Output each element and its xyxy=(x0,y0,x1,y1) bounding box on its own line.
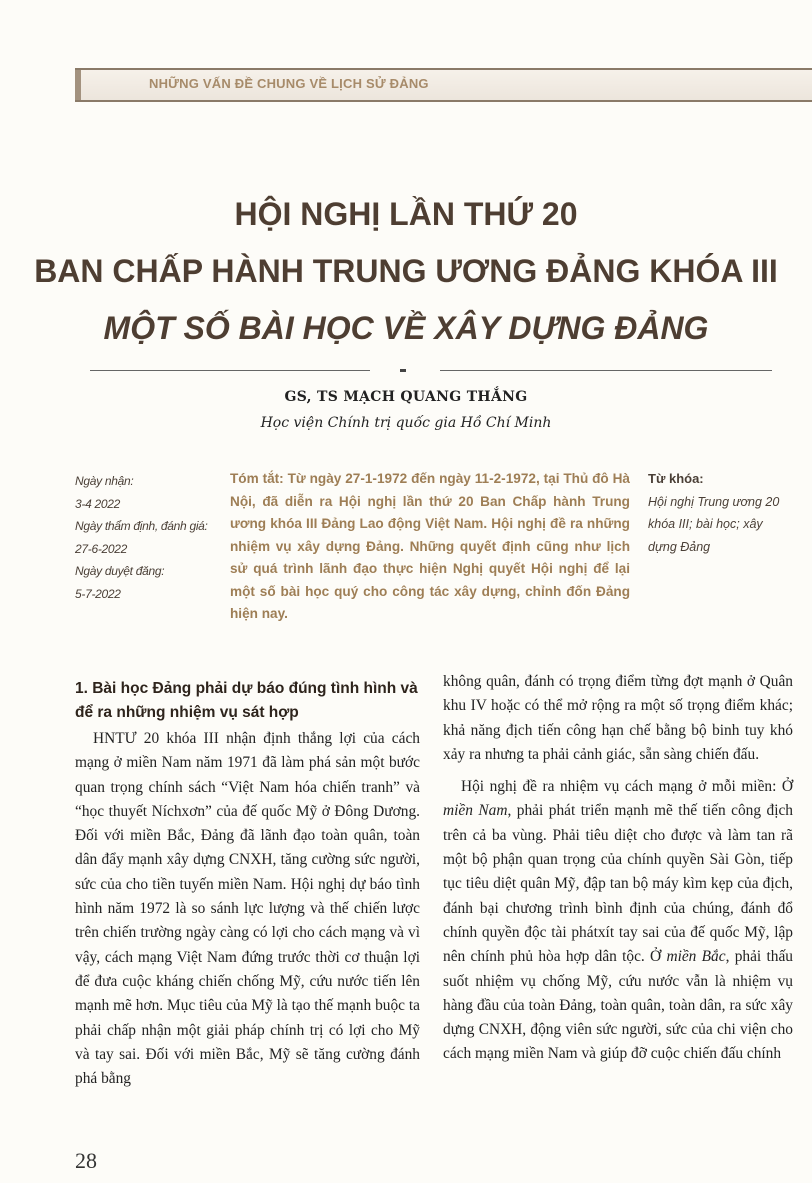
abstract: Tóm tắt: Từ ngày 27-1-1972 đến ngày 11-2-1972, tại Thủ đô Hà Nội, đã diễn ra Hội nghị lần thứ 20 Ban Chấp hành Trung ương khóa III Đảng Lao động Việt Nam. Hội nghị đề ra những nhiệm vụ xây dựng Đảng. Những quyết định cũng như lịch sử quá trình lãnh đạo thực hiện Nghị quyết Hội nghị để lại một số bài học quý cho công tác xây dựng, chỉnh đốn Đảng hiện nay. xyxy=(230,471,630,621)
section-heading-1: 1. Bài học Đảng phải dự báo đúng tình hình và để ra những nhiệm vụ sát hợp xyxy=(75,680,418,721)
author-name: GS, TS MẠCH QUANG THẮNG xyxy=(284,389,528,405)
section-header-accent xyxy=(75,70,81,100)
title-divider-ornament xyxy=(400,369,406,372)
paragraph-text: Hội nghị đề ra nhiệm vụ cách mạng ở mỗi miền: Ở xyxy=(461,778,793,796)
paragraph-text: , phải phát triển mạnh mẽ thế tiến công địch trên cả ba vùng. Phải tiêu diệt cho được và làm tan rã một bộ phận quan trọng của chính quyền Sài Gòn, tiếp tục tiêu diệt quân Mỹ, đập tan bộ máy kìm kẹp của địch, đánh bại chương trình bình định của chúng, đánh đổ chính quyền độc tài phátxít tay sai của đế quốc Mỹ, lập nên chính phủ hòa hợp dân tộc. Ở xyxy=(443,802,794,966)
paragraph: HNTƯ 20 khóa III nhận định thắng lợi của cách mạng ở miền Nam năm 1971 đã làm phá sản một bước quan trọng chính sách “Việt Nam hóa chiến tranh” và “học thuyết Níchxơn” của đế quốc Mỹ ở Đông Dương. Đối với miền Bắc, Đảng đã lãnh đạo toàn quân, toàn dân đẩy mạnh xây dựng CNXH, tăng cường sức người, sức của cho tiền tuyến miền Nam. Hội nghị dự báo tình hình năm 1972 là so sánh lực lượng và thế chiến lược trên chiến trường ngày càng có lợi cho cách mạng và vì vậy, cách mạng Việt Nam đứng trước thời cơ thuận lợi để đưa cuộc kháng chiến chống Mỹ, cứu nước tiến lên mạnh mẽ hơn. Mục tiêu của Mỹ là tạo thế mạnh buộc ta phải chấp nhận một giải pháp chính trị có lợi cho Mỹ và tay sai. Đối với miền Bắc, Mỹ sẽ tăng cường đánh phá bằng xyxy=(75,730,420,1088)
emphasis-south: miền Nam xyxy=(443,802,508,820)
section-header-label: NHỮNG VẤN ĐỀ CHUNG VỀ LỊCH SỬ ĐẢNG xyxy=(149,76,429,91)
author-affiliation: Học viện Chính trị quốc gia Hồ Chí Minh xyxy=(260,415,552,431)
reviewed-date: 27-6-2022 xyxy=(75,541,128,556)
approved-label: Ngày duyệt đăng: xyxy=(75,564,165,578)
article-subtitle: MỘT SỐ BÀI HỌC VỀ XÂY DỰNG ĐẢNG xyxy=(103,310,709,346)
reviewed-label: Ngày thẩm định, đánh giá: xyxy=(75,519,208,533)
title-divider-right xyxy=(440,370,772,371)
article-title-line1: HỘI NGHỊ LẦN THỨ 20 xyxy=(234,196,578,232)
paragraph: không quân, đánh có trọng điểm từng đợt mạnh ở Quân khu IV hoặc có thể mở rộng ra một số trọng điểm khác; khả năng địch tiến công hạn chế bằng bộ binh tuy khó xảy ra nhưng ta phải cảnh giác, sẵn sàng chiến đấu. xyxy=(443,673,793,763)
approved-date: 5-7-2022 xyxy=(75,586,121,601)
keywords-label: Từ khóa: xyxy=(648,471,704,486)
paragraph xyxy=(443,775,793,1067)
keywords-text: Hội nghị Trung ương 20 khóa III; bài học; xây dựng Đảng xyxy=(648,494,780,554)
article-title-line2: BAN CHẤP HÀNH TRUNG ƯƠNG ĐẢNG KHÓA III xyxy=(34,253,778,289)
title-divider-left xyxy=(90,370,370,371)
emphasis-north: miền Bắc xyxy=(666,948,726,966)
keywords xyxy=(648,468,792,558)
received-date: 3-4 2022 xyxy=(75,496,120,511)
body-column-right xyxy=(443,670,793,1067)
received-label: Ngày nhận: xyxy=(75,474,134,488)
section-header-bar xyxy=(75,68,812,102)
body-column-left xyxy=(75,727,420,1091)
page-number: 28 xyxy=(75,1148,97,1173)
article-dates xyxy=(75,470,215,605)
paragraph-text: , phải thấu suốt nhiệm vụ chống Mỹ, cứu nước vẫn là nhiệm vụ hàng đầu của toàn Đảng, toàn quân, toàn dân, ra sức xây dựng CNXH, động viên sức người, sức của chi viện cho cách mạng miền Nam và giúp đỡ cuộc chiến đấu chính xyxy=(443,948,793,1063)
